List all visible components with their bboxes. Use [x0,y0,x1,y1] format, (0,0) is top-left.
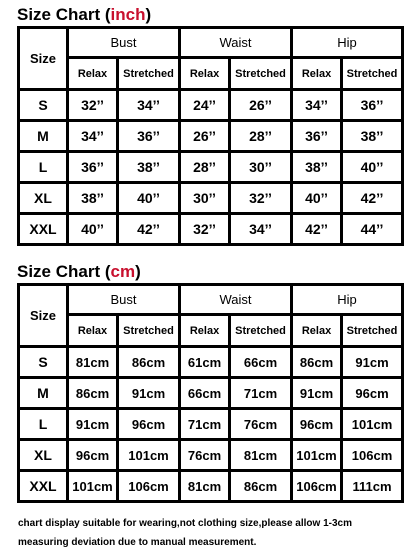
inch-chart-title [17,5,151,25]
cm-chart-title-prefix: Size Chart ( [17,262,111,281]
table-cell: 40’’ [119,184,178,212]
subheader: Relax [69,59,116,88]
table-row [20,122,401,150]
table-cell: 101cm [293,441,340,469]
table-row [20,153,401,181]
table-cell: 34’’ [293,91,340,119]
table-cell: 36’’ [343,91,401,119]
table-cell: 28’’ [181,153,228,181]
table-cell: 30’’ [181,184,228,212]
inch-size-table [17,26,404,246]
size-label: XL [20,441,66,469]
size-label: XXL [20,472,66,500]
table-cell: 40’’ [343,153,401,181]
table-row [20,91,401,119]
subheader: Relax [293,316,340,345]
cm-chart-title-unit: cm [110,262,136,281]
table-row [20,441,401,469]
table-cell: 111cm [343,472,401,500]
measurement-note-line-1: chart display suitable for wearing,not clothing size,please allow 1-3cm [18,518,352,529]
table-cell: 71cm [181,410,228,438]
subheader: Relax [181,316,228,345]
size-label: L [20,153,66,181]
subheader: Stretched [119,316,178,345]
table-cell: 34’’ [69,122,116,150]
table-cell: 30’’ [231,153,290,181]
hip-header: Hip [293,29,401,56]
table-cell: 36’’ [69,153,116,181]
size-header: Size [20,29,66,88]
cm-chart-title-suffix: ) [135,262,141,281]
table-cell: 42’’ [343,184,401,212]
table-cell: 40’’ [69,215,116,243]
table-cell: 44’’ [343,215,401,243]
table-cell: 86cm [231,472,290,500]
table-cell: 71cm [231,379,290,407]
size-label: XXL [20,215,66,243]
table-cell: 81cm [69,348,116,376]
table-cell: 96cm [119,410,178,438]
table-cell: 96cm [293,410,340,438]
inch-chart-title-suffix: ) [145,5,152,24]
table-cell: 101cm [69,472,116,500]
table-cell: 26’’ [231,91,290,119]
size-label: S [20,91,66,119]
table-cell: 28’’ [231,122,290,150]
size-label: L [20,410,66,438]
table-cell: 76cm [231,410,290,438]
table-cell: 91cm [293,379,340,407]
table-cell: 96cm [343,379,401,407]
table-cell: 91cm [69,410,116,438]
size-label: XL [20,184,66,212]
subheader: Relax [293,59,340,88]
table-cell: 38’’ [293,153,340,181]
table-cell: 81cm [231,441,290,469]
table-cell: 42’’ [293,215,340,243]
table-cell: 36’’ [293,122,340,150]
table-cell: 24’’ [181,91,228,119]
hip-header: Hip [293,286,401,313]
table-cell: 66cm [231,348,290,376]
size-header: Size [20,286,66,345]
table-cell: 34’’ [119,91,178,119]
table-cell: 106cm [343,441,401,469]
table-cell: 38’’ [119,153,178,181]
table-cell: 32’’ [181,215,228,243]
cm-size-table [17,283,404,503]
table-cell: 42’’ [119,215,178,243]
bust-header: Bust [69,29,178,56]
size-label: S [20,348,66,376]
table-cell: 61cm [181,348,228,376]
subheader: Stretched [343,59,401,88]
inch-chart-title-prefix: Size Chart ( [17,5,111,24]
inch-chart-title-unit: inch [110,5,146,24]
table-cell: 96cm [69,441,116,469]
table-row [20,184,401,212]
table-cell: 101cm [343,410,401,438]
table-cell: 32’’ [69,91,116,119]
measurement-note-line-2: measuring deviation due to manual measurement. [18,537,257,548]
table-cell: 40’’ [293,184,340,212]
table-cell: 86cm [119,348,178,376]
table-cell: 26’’ [181,122,228,150]
size-label: M [20,122,66,150]
table-cell: 76cm [181,441,228,469]
subheader: Stretched [119,59,178,88]
size-label: M [20,379,66,407]
table-cell: 91cm [343,348,401,376]
table-cell: 86cm [69,379,116,407]
table-cell: 86cm [293,348,340,376]
table-cell: 36’’ [119,122,178,150]
subheader: Relax [181,59,228,88]
table-row [20,215,401,243]
table-cell: 38’’ [343,122,401,150]
table-cell: 101cm [119,441,178,469]
table-cell: 38’’ [69,184,116,212]
table-cell: 66cm [181,379,228,407]
table-row [20,472,401,500]
table-cell: 106cm [293,472,340,500]
table-row [20,348,401,376]
table-cell: 81cm [181,472,228,500]
table-cell: 34’’ [231,215,290,243]
waist-header: Waist [181,29,290,56]
table-cell: 106cm [119,472,178,500]
subheader: Relax [69,316,116,345]
table-row [20,410,401,438]
cm-chart-title [17,262,141,282]
waist-header: Waist [181,286,290,313]
table-cell: 32’’ [231,184,290,212]
bust-header: Bust [69,286,178,313]
subheader: Stretched [343,316,401,345]
table-row [20,379,401,407]
subheader: Stretched [231,59,290,88]
subheader: Stretched [231,316,290,345]
table-cell: 91cm [119,379,178,407]
